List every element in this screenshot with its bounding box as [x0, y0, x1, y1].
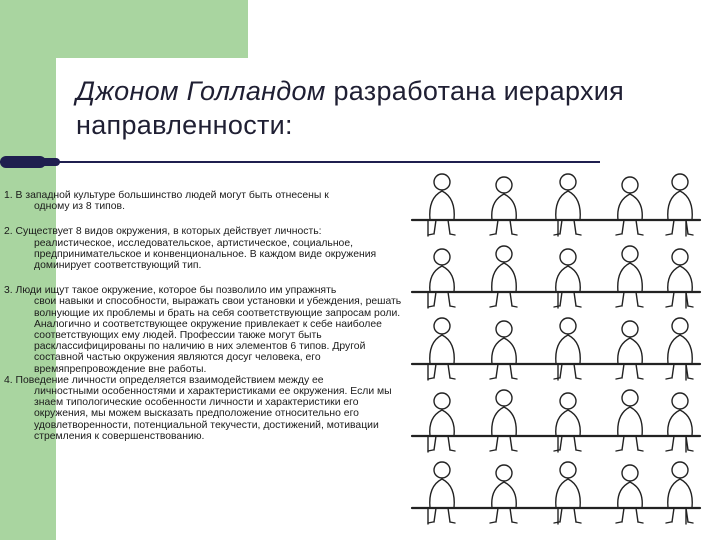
figure-foot: [666, 378, 671, 379]
figure-head: [672, 174, 688, 190]
figure-head: [434, 393, 450, 409]
figure-leg: [574, 508, 576, 522]
title-italic: Джоном Голландом: [76, 76, 326, 106]
figure-leg: [448, 364, 450, 378]
figure-foot: [638, 522, 643, 523]
figure-foot: [512, 234, 517, 235]
figure-foot: [666, 450, 671, 451]
figure-leg: [434, 364, 436, 378]
figure-leg: [448, 508, 450, 522]
figure-foot: [512, 306, 517, 307]
figure-foot: [666, 306, 671, 307]
figure-head: [434, 462, 450, 478]
figure-body: [492, 263, 517, 292]
figure-foot: [638, 378, 643, 379]
figure-leg: [496, 436, 498, 450]
figure-head: [672, 318, 688, 334]
figure-leg: [622, 220, 624, 234]
figure-head: [560, 462, 576, 478]
figure-foot: [554, 306, 559, 307]
figure-leg: [496, 292, 498, 306]
title-rest: разработана иерархия направленности:: [76, 76, 625, 140]
figure-leg: [574, 220, 576, 234]
figure-body: [492, 407, 517, 436]
figure-foot: [554, 378, 559, 379]
figure-body: [618, 482, 643, 508]
figure-leg: [672, 436, 674, 450]
figure-foot: [450, 378, 455, 379]
figure-leg: [622, 436, 624, 450]
figure-leg: [574, 364, 576, 378]
figure-body: [668, 410, 693, 436]
figure-head: [622, 321, 638, 337]
figure-leg: [434, 292, 436, 306]
figure-head: [496, 465, 512, 481]
figure-foot: [428, 378, 433, 379]
figure-foot: [688, 306, 693, 307]
figure-foot: [490, 522, 495, 523]
figure-body: [618, 407, 643, 436]
figure-leg: [560, 508, 562, 522]
figure-head: [496, 390, 512, 406]
figure-foot: [512, 378, 517, 379]
figure-head: [672, 393, 688, 409]
figure-head: [622, 177, 638, 193]
title-divider: [0, 156, 606, 168]
figure-head: [560, 318, 576, 334]
figure-head: [560, 393, 576, 409]
figure-body: [430, 191, 455, 220]
figure-foot: [688, 522, 693, 523]
figure-foot: [616, 306, 621, 307]
figure-foot: [428, 234, 433, 235]
paragraph-1: 1. В западной культуре большинство людей могут быть отнесены к одному из 8 типов.: [4, 190, 329, 213]
figure-leg: [448, 220, 450, 234]
figure-body: [668, 266, 693, 292]
figure-head: [496, 246, 512, 262]
figure-leg: [510, 292, 512, 306]
figure-body: [668, 335, 693, 364]
figure-head: [672, 462, 688, 478]
figure-foot: [638, 450, 643, 451]
figure-leg: [496, 220, 498, 234]
figure-foot: [428, 522, 433, 523]
figure-foot: [666, 234, 671, 235]
figure-foot: [688, 234, 693, 235]
figure-head: [622, 246, 638, 262]
figure-leg: [622, 508, 624, 522]
figure-head: [496, 321, 512, 337]
figure-body: [492, 194, 517, 220]
figure-body: [492, 338, 517, 364]
figure-foot: [490, 234, 495, 235]
figure-foot: [616, 522, 621, 523]
figure-leg: [622, 364, 624, 378]
figure-head: [622, 465, 638, 481]
figure-leg: [448, 292, 450, 306]
figure-head: [672, 249, 688, 265]
figure-foot: [490, 378, 495, 379]
figure-body: [556, 191, 581, 220]
figure-leg: [560, 436, 562, 450]
figure-foot: [616, 378, 621, 379]
figure-leg: [636, 508, 638, 522]
figure-body: [668, 479, 693, 508]
figure-leg: [672, 364, 674, 378]
figure-foot: [688, 378, 693, 379]
figure-foot: [576, 378, 581, 379]
figure-leg: [574, 292, 576, 306]
figure-body: [430, 410, 455, 436]
figure-foot: [450, 306, 455, 307]
figure-foot: [490, 450, 495, 451]
figure-leg: [510, 364, 512, 378]
figure-head: [434, 318, 450, 334]
paragraph-2: 2. Существует 8 видов окружения, в которых действует личность: реалистическое, исследовательское, артистическое, социальное, предпринимательское и конвенциональное. В каждом виде окружения доминирует соответствующий тип.: [4, 226, 377, 272]
figure-leg: [496, 364, 498, 378]
slide-title: [76, 74, 636, 142]
figure-leg: [672, 292, 674, 306]
figure-leg: [672, 508, 674, 522]
figure-leg: [510, 508, 512, 522]
figure-foot: [554, 522, 559, 523]
figure-leg: [574, 436, 576, 450]
figure-foot: [554, 450, 559, 451]
figure-foot: [428, 450, 433, 451]
figure-body: [556, 410, 581, 436]
figure-leg: [434, 436, 436, 450]
figure-foot: [554, 234, 559, 235]
figure-body: [430, 266, 455, 292]
figure-foot: [638, 306, 643, 307]
figure-leg: [510, 436, 512, 450]
figure-head: [560, 174, 576, 190]
bench-cartoon-illustration: [408, 170, 708, 534]
figure-head: [434, 249, 450, 265]
figure-leg: [560, 364, 562, 378]
figure-leg: [636, 292, 638, 306]
figure-body: [618, 194, 643, 220]
figure-foot: [576, 234, 581, 235]
figure-head: [496, 177, 512, 193]
figure-leg: [622, 292, 624, 306]
figure-foot: [576, 522, 581, 523]
figure-foot: [428, 306, 433, 307]
figure-leg: [636, 436, 638, 450]
figure-foot: [576, 450, 581, 451]
figure-leg: [496, 508, 498, 522]
figure-body: [556, 479, 581, 508]
figure-foot: [638, 234, 643, 235]
figure-body: [492, 482, 517, 508]
figure-foot: [450, 450, 455, 451]
figure-foot: [490, 306, 495, 307]
figure-body: [430, 479, 455, 508]
figure-foot: [450, 234, 455, 235]
figure-body: [618, 263, 643, 292]
figure-body: [618, 338, 643, 364]
figure-leg: [560, 292, 562, 306]
figure-body: [556, 335, 581, 364]
figure-body: [668, 191, 693, 220]
figure-leg: [510, 220, 512, 234]
figure-leg: [448, 436, 450, 450]
figure-head: [622, 390, 638, 406]
figure-body: [556, 266, 581, 292]
figure-foot: [688, 450, 693, 451]
figure-leg: [434, 508, 436, 522]
figure-foot: [512, 450, 517, 451]
figure-head: [560, 249, 576, 265]
figure-foot: [616, 234, 621, 235]
figure-foot: [512, 522, 517, 523]
figure-leg: [434, 220, 436, 234]
figure-leg: [560, 220, 562, 234]
figure-body: [430, 335, 455, 364]
figure-leg: [636, 220, 638, 234]
figure-foot: [450, 522, 455, 523]
paragraph-3: 3. Люди ищут такое окружение, которое бы позволило им упражнять свои навыки и способности, выражать свои установки и убеждения, решать волнующие их проблемы и брать на себя соответствующие запросам роли. Аналогично и соответствующее окружение привлекает к себе наиболее соответствующих ему людей. Профессии также могут быть расклассифицированы по наличию в них элементов 6 типов. Другой составной частью окружения являются досуг человека, его времяпрепровождение вне работы.: [4, 285, 402, 375]
figure-foot: [666, 522, 671, 523]
figure-head: [434, 174, 450, 190]
figure-leg: [636, 364, 638, 378]
figure-foot: [576, 306, 581, 307]
paragraph-4: 4. Поведение личности определяется взаимодействием между ее личностными особенностями и характеристиками ее окружения. Если мы знаем типологические особенности личности и характеристики его окружения, мы можем высказать предположение относительно его удовлетворенности, потенциальной текучести, достижений, мотивации стремления к совершенствованию.: [4, 374, 392, 442]
slide-body: [4, 190, 404, 442]
figure-foot: [616, 450, 621, 451]
figure-leg: [672, 220, 674, 234]
